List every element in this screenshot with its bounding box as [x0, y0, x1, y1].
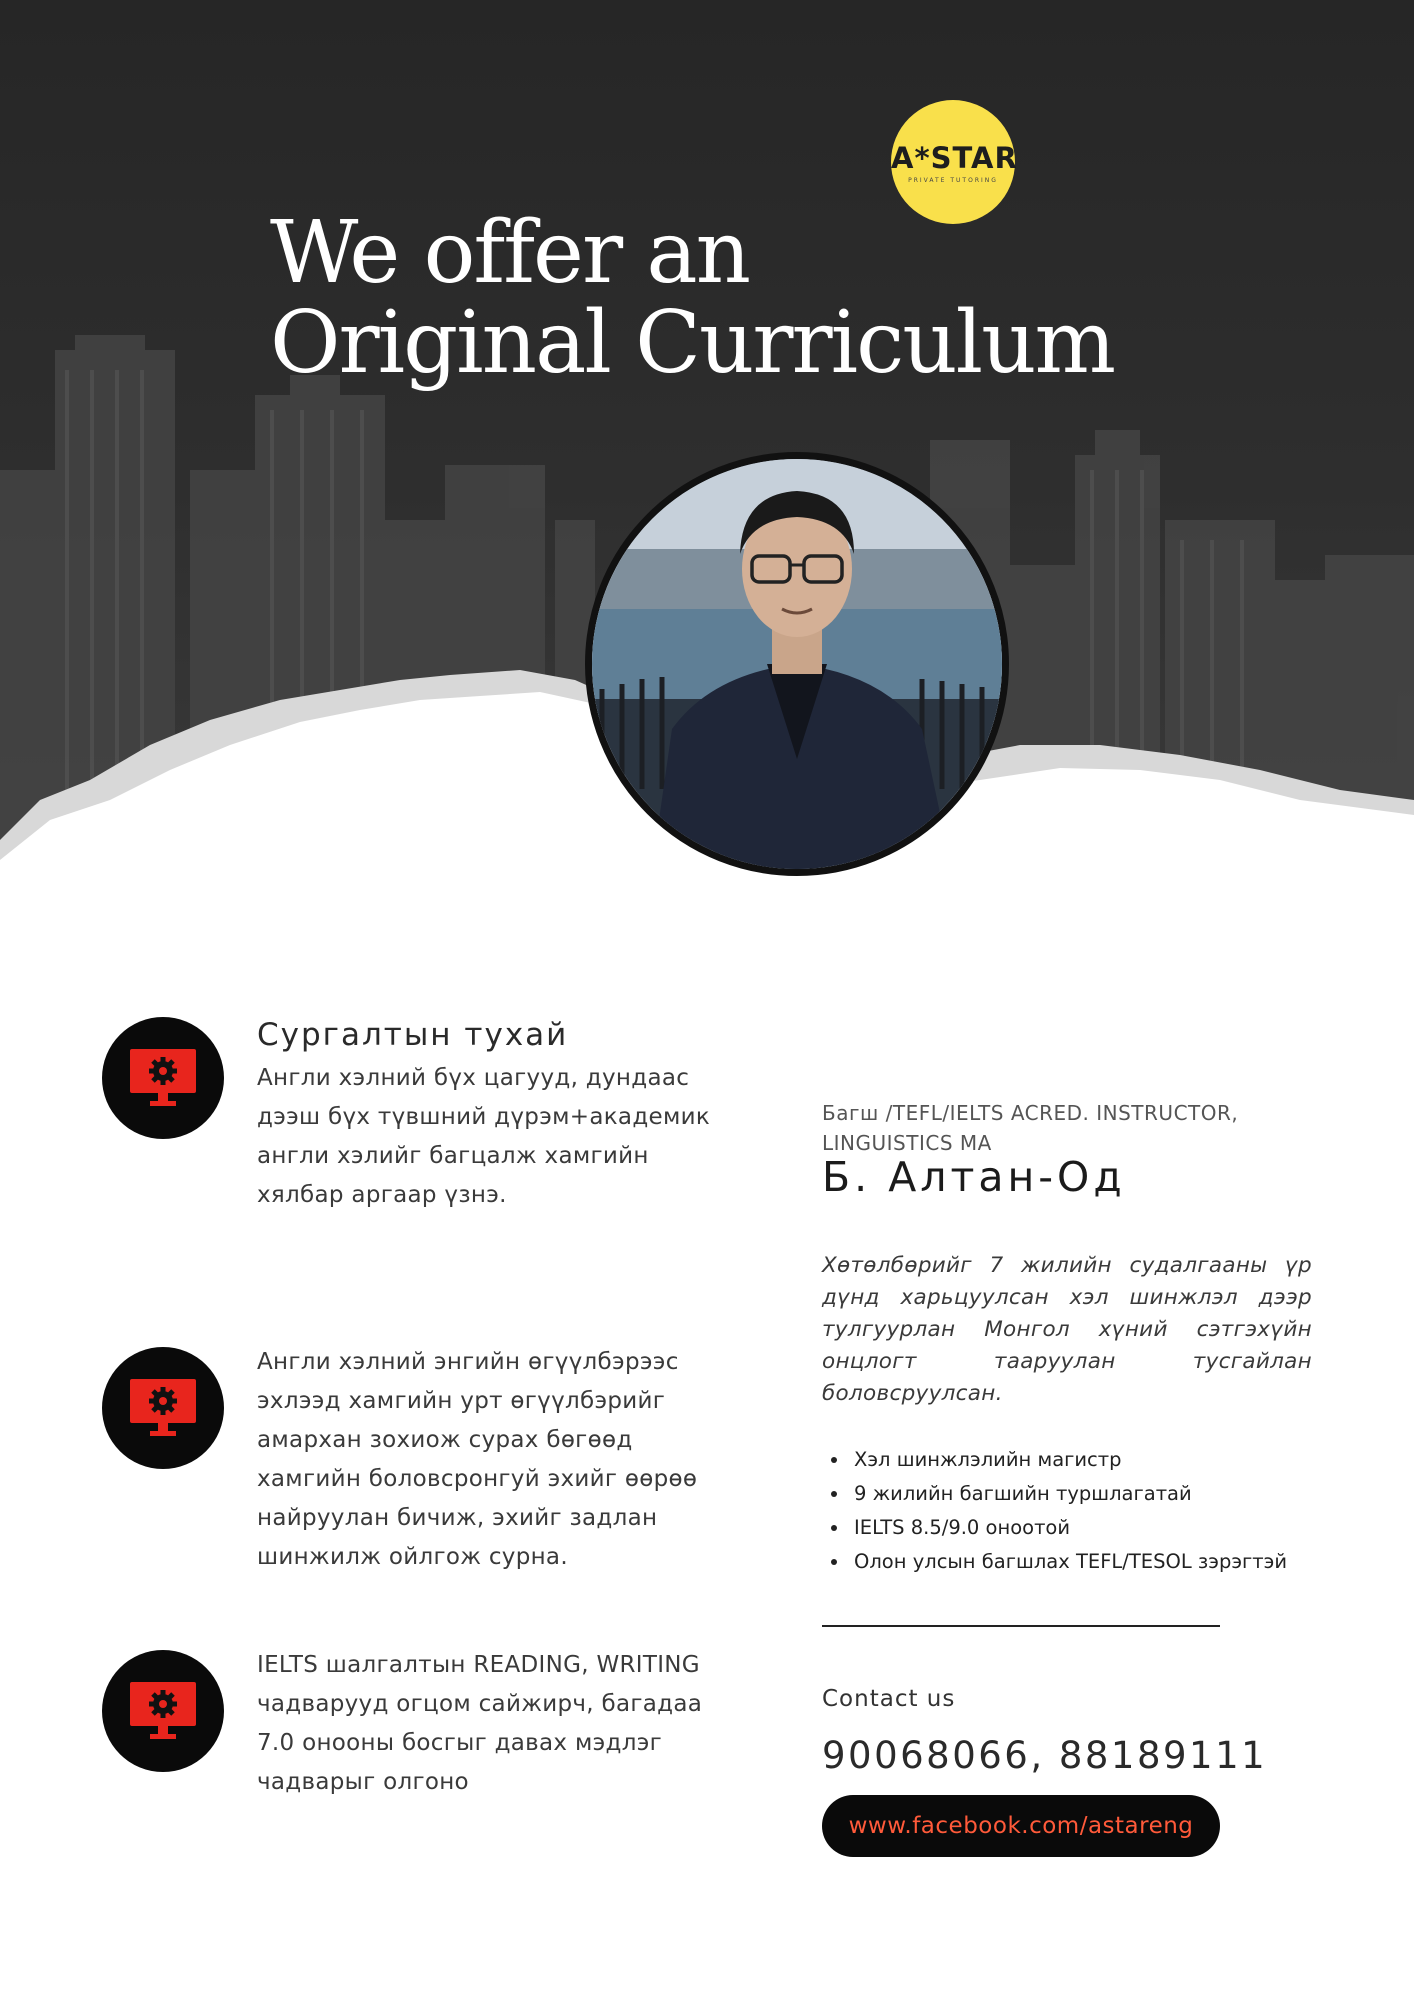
list-item: • 9 жилийн багшийн туршлагатай — [850, 1477, 1340, 1511]
monitor-gear-icon — [102, 1650, 224, 1772]
feature-text: IELTS шалгалтын READING, WRITING чадварууд огцом сайжирч, багадаа 7.0 онооны босгыг давах мэдлэг чадварыг олгоно — [257, 1652, 703, 1795]
instructor-name: Б. Алтан-Од — [822, 1153, 1126, 1201]
feature-about-body — [257, 1017, 727, 1215]
list-item: • Олон улсын багшлах TEFL/TESOL зэрэгтэй — [850, 1545, 1340, 1579]
divider — [822, 1625, 1220, 1627]
headline-line-2: Original Curriculum — [270, 293, 1115, 393]
logo-subtext: PRIVATE TUTORING — [908, 177, 998, 184]
monitor-gear-icon — [102, 1017, 224, 1139]
headline-line-1: We offer an — [270, 203, 750, 303]
list-item: • Хэл шинжлэлийн магистр — [850, 1443, 1340, 1477]
instructor-description: Хөтөлбөрийг 7 жилийн судалгааны үр дүнд харьцуулсан хэл шинжлэл дээр тулгуурлан Монгол хүний сэтгэхүйн онцлогт тааруулан тусгайлан боловсруулсан. — [822, 1253, 1312, 1406]
instructor-role: Багш /TEFL/IELTS ACRED. INSTRUCTOR, LINGUISTICS MA — [822, 1101, 1239, 1155]
feature-ielts-body — [257, 1646, 727, 1802]
contact-label: Contact us — [822, 1686, 956, 1712]
feature-writing-body — [257, 1343, 727, 1577]
logo-text: A*STAR — [891, 141, 1018, 175]
instructor-portrait-image — [592, 459, 1002, 869]
astar-logo — [891, 100, 1018, 224]
instructor-photo — [585, 452, 1009, 876]
hero-header — [0, 0, 1414, 880]
qualifications-list — [822, 1443, 1340, 1579]
facebook-link-button[interactable]: www.facebook.com/astareng — [822, 1795, 1220, 1857]
feature-text: Англи хэлний энгийн өгүүлбэрээс эхлээд хамгийн урт өгүүлбэрийг амархан зохиож сурах бөгөөд хамгийн боловсронгуй эхийг өөрөө найруулан бичиж, эхийг задлан шинжилж ойлгож сурна. — [257, 1349, 698, 1570]
feature-text: Англи хэлний бүх цагууд, дундаас дээш бүх түвшний дүрэм+академик англи хэлийг багцалж хамгийн хялбар аргаар үзнэ. — [257, 1065, 711, 1208]
monitor-gear-icon — [102, 1347, 224, 1469]
headline — [270, 203, 1115, 393]
contact-phones: 90068066, 88189111 — [822, 1734, 1268, 1777]
list-item: • IELTS 8.5/9.0 оноотой — [850, 1511, 1340, 1545]
feature-title: Сургалтын тухай — [257, 1017, 569, 1053]
